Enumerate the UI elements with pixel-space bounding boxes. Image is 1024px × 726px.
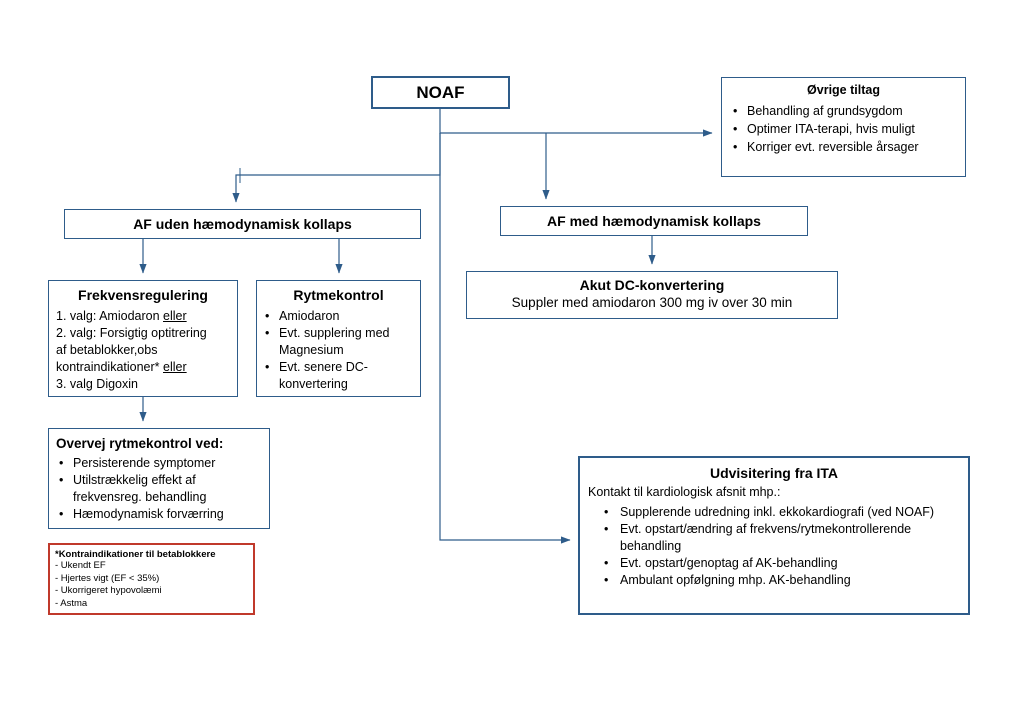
connector-noaf-to-ovrige <box>440 109 712 133</box>
node-frekvens-line-5: 3. valg Digoxin <box>56 377 138 391</box>
node-rytme-title: Rytmekontrol <box>293 287 384 303</box>
node-akut-subtitle: Suppler med amiodaron 300 mg iv over 30 min <box>511 295 793 310</box>
node-overvej-title: Overvej rytmekontrol ved: <box>56 436 224 451</box>
list-item: • Utilstrækkelig effekt af frekvensreg. behandling <box>57 472 263 506</box>
node-af-uden-label: AF uden hæmodynamisk kollaps <box>133 216 352 232</box>
node-udvis-lead: Kontakt til kardiologisk afsnit mhp.: <box>588 485 781 499</box>
list-item: • Hæmodynamisk forværring <box>57 506 263 523</box>
node-akut-dc-konvertering <box>466 271 838 319</box>
node-frekvens-line-4: kontraindikationer* eller <box>56 360 187 374</box>
node-kontra-title: *Kontraindikationer til betablokkere <box>55 549 216 560</box>
node-frekvens-line-1: 1. valg: Amiodaron eller <box>56 309 187 323</box>
node-ovrige-tiltag <box>721 77 966 177</box>
node-kontra-line-1: - Ukendt EF <box>55 560 106 571</box>
node-af-med-label: AF med hæmodynamisk kollaps <box>547 213 761 229</box>
node-kontra-line-3: - Ukorrigeret hypovolæmi <box>55 585 162 596</box>
node-kontraindikationer <box>48 543 255 615</box>
node-udvis-list <box>602 504 960 589</box>
node-frekvens-line-3: af betablokker,obs <box>56 343 158 357</box>
node-frekvens-title: Frekvensregulering <box>78 287 208 303</box>
node-ovrige-list <box>731 102 965 156</box>
connector-noaf-to-af-uden <box>236 133 440 202</box>
node-frekvens-line-2: 2. valg: Forsigtig optitrering <box>56 326 207 340</box>
node-af-uden-kollaps <box>64 209 421 239</box>
node-kontra-line-4: - Astma <box>55 597 88 609</box>
node-rytme-list <box>263 308 414 393</box>
node-overvej-rytmekontrol <box>48 428 270 529</box>
list-item: • Korriger evt. reversible årsager <box>731 138 965 156</box>
node-udvisitering-fra-ita <box>578 456 970 615</box>
node-overvej-list <box>57 455 263 523</box>
connector-noaf-to-udvisitering <box>440 133 570 540</box>
node-af-med-kollaps <box>500 206 808 236</box>
node-rytmekontrol <box>256 280 421 397</box>
node-ovrige-title: Øvrige tiltag <box>807 83 880 97</box>
node-frekvensregulering <box>48 280 238 397</box>
node-frekvens-body <box>56 308 230 393</box>
node-udvis-title: Udvisitering fra ITA <box>709 465 839 481</box>
list-item: • Amiodaron <box>263 308 414 325</box>
list-item: • Supplerende udredning inkl. ekkokardiografi (ved NOAF) <box>602 504 960 521</box>
node-noaf <box>371 76 510 109</box>
list-item: • Optimer ITA-terapi, hvis muligt <box>731 120 965 138</box>
list-item: • Evt. senere DC-konvertering <box>263 359 414 393</box>
node-noaf-label: NOAF <box>416 83 465 102</box>
node-akut-title: Akut DC-konvertering <box>579 277 725 293</box>
node-kontra-line-2: - Hjertes vigt (EF < 35%) <box>55 572 160 584</box>
list-item: • Behandling af grundsygdom <box>731 102 965 120</box>
list-item: • Evt. supplering med Magnesium <box>263 325 414 359</box>
list-item: • Evt. opstart/genoptag af AK-behandling <box>602 555 960 572</box>
list-item: • Ambulant opfølgning mhp. AK-behandling <box>602 572 960 589</box>
list-item: • Persisterende symptomer <box>57 455 263 472</box>
list-item: • Evt. opstart/ændring af frekvens/rytmekontrollerende behandling <box>602 521 960 555</box>
